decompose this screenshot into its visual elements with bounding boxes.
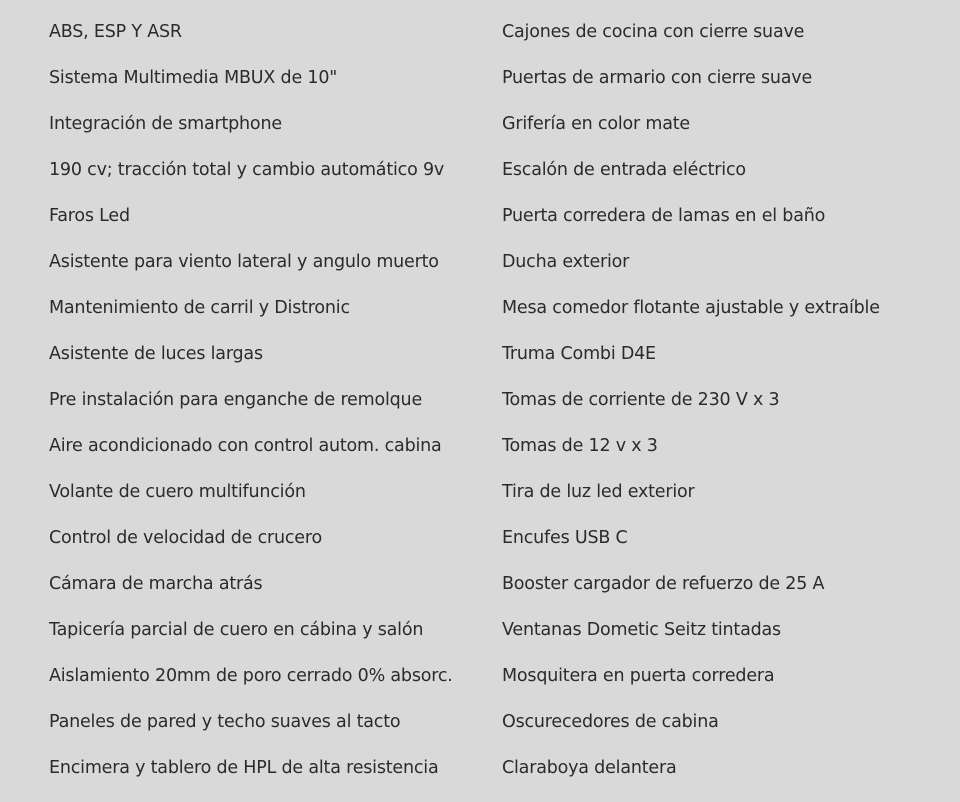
feature-item: Encimera y tablero de HPL de alta resistencia xyxy=(49,758,439,778)
feature-item: Paneles de pared y techo suaves al tacto xyxy=(49,712,401,732)
feature-item: Claraboya delantera xyxy=(502,758,677,778)
feature-item: Ventanas Dometic Seitz tintadas xyxy=(502,620,781,640)
feature-item: Mantenimiento de carril y Distronic xyxy=(49,298,350,318)
feature-item: Aire acondicionado con control autom. cabina xyxy=(49,436,442,456)
feature-item: Pre instalación para enganche de remolque xyxy=(49,390,423,410)
feature-item: Mosquitera en puerta corredera xyxy=(502,666,775,686)
feature-item: Tomas de corriente de 230 V x 3 xyxy=(502,390,780,410)
feature-item: Aislamiento 20mm de poro cerrado 0% absorc. xyxy=(49,666,453,686)
feature-item: Tapicería parcial de cuero en cábina y salón xyxy=(49,620,424,640)
feature-item: Truma Combi D4E xyxy=(502,344,656,364)
feature-item: 190 cv; tracción total y cambio automático 9v xyxy=(49,160,445,180)
feature-item: ABS, ESP Y ASR xyxy=(49,22,182,42)
feature-item: Faros Led xyxy=(49,206,130,226)
feature-item: Asistente para viento lateral y angulo muerto xyxy=(49,252,439,272)
feature-item: Escalón de entrada eléctrico xyxy=(502,160,746,180)
feature-item: Ducha exterior xyxy=(502,252,630,272)
feature-item: Tomas de 12 v x 3 xyxy=(502,436,658,456)
feature-item: Tira de luz led exterior xyxy=(502,482,695,502)
feature-item: Volante de cuero multifunción xyxy=(49,482,306,502)
feature-item: Sistema Multimedia MBUX de 10" xyxy=(49,68,338,88)
feature-item: Encufes USB C xyxy=(502,528,628,548)
feature-item: Puerta corredera de lamas en el baño xyxy=(502,206,826,226)
feature-item: Puertas de armario con cierre suave xyxy=(502,68,813,88)
feature-item: Oscurecedores de cabina xyxy=(502,712,719,732)
feature-item: Cámara de marcha atrás xyxy=(49,574,263,594)
feature-item: Cajones de cocina con cierre suave xyxy=(502,22,805,42)
feature-item: Grifería en color mate xyxy=(502,114,690,134)
feature-column-left xyxy=(49,20,489,802)
feature-item: Control de velocidad de crucero xyxy=(49,528,322,548)
feature-column-right xyxy=(502,20,952,802)
feature-item: Integración de smartphone xyxy=(49,114,282,134)
feature-item: Booster cargador de refuerzo de 25 A xyxy=(502,574,825,594)
feature-item: Mesa comedor flotante ajustable y extraíble xyxy=(502,298,880,318)
feature-item: Asistente de luces largas xyxy=(49,344,263,364)
